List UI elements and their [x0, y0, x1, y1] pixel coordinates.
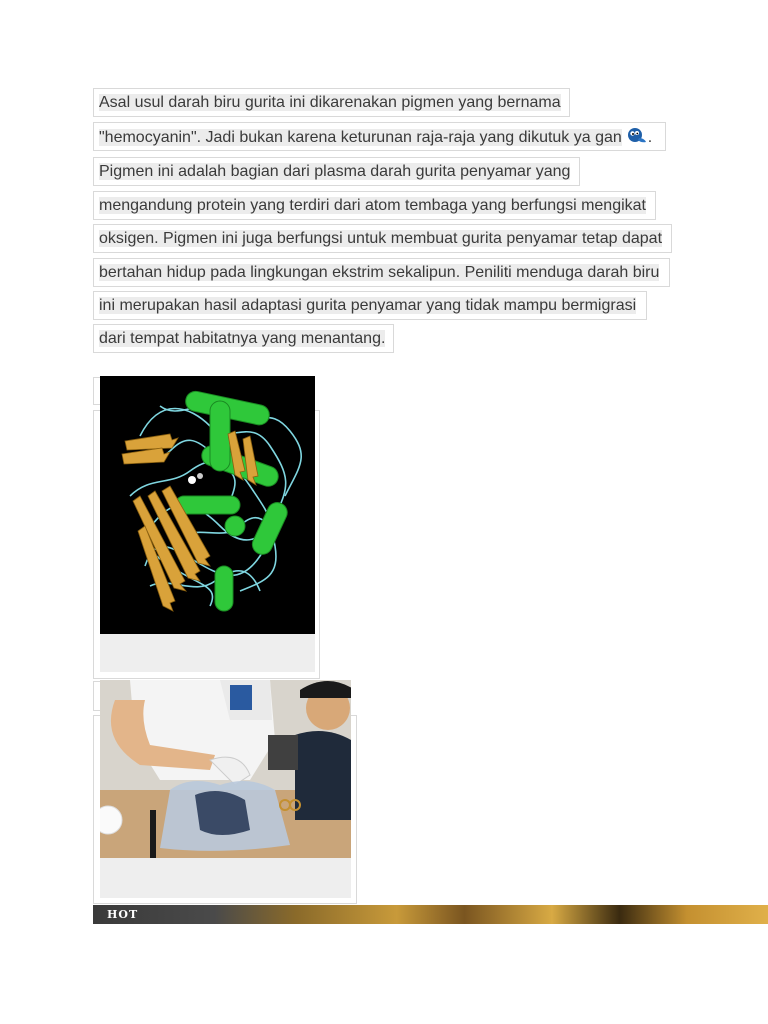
article-line-text: ini merupakan hasil adaptasi gurita penyamar yang tidak mampu bermigrasi [99, 297, 637, 314]
article-line-8 [93, 324, 394, 353]
article-line-text: bertahan hidup pada lingkungan ekstrim sekalipun. Peniliti menduga darah biru [99, 264, 660, 281]
image-caption [100, 634, 315, 672]
article-line-7 [93, 291, 647, 320]
article-line-end: . [647, 129, 653, 146]
article-line-text: Pigmen ini adalah bagian dari plasma darah gurita penyamar yang [99, 163, 571, 180]
article-line-text: "hemocyanin". Jadi bukan karena keturunan raja-raja yang dikutuk ya gan [99, 129, 622, 146]
article-line-text: dari tempat habitatnya yang menantang. [99, 330, 386, 347]
hot-banner[interactable] [93, 905, 768, 924]
article-line-2 [93, 122, 666, 151]
article-line-4 [93, 191, 656, 220]
article-line-text: oksigen. Pigmen ini juga berfungsi untuk membuat gurita penyamar tetap dapat [99, 230, 663, 247]
article-line-3 [93, 157, 580, 186]
article-line-1 [93, 88, 570, 117]
article-line-6 [93, 258, 670, 287]
protein-structure-image[interactable] [100, 376, 315, 634]
article-line-text: Asal usul darah biru gurita ini dikarenakan pigmen yang bernama [99, 94, 561, 111]
article-line-text: mengandung protein yang terdiri dari atom tembaga yang berfungsi mengikat [99, 197, 646, 214]
smiley-blue-icon [626, 127, 648, 145]
people-cutting-octopus-image[interactable] [100, 680, 351, 858]
hot-label: HOT [107, 908, 139, 921]
image-caption [100, 858, 351, 898]
article-line-5 [93, 224, 672, 253]
